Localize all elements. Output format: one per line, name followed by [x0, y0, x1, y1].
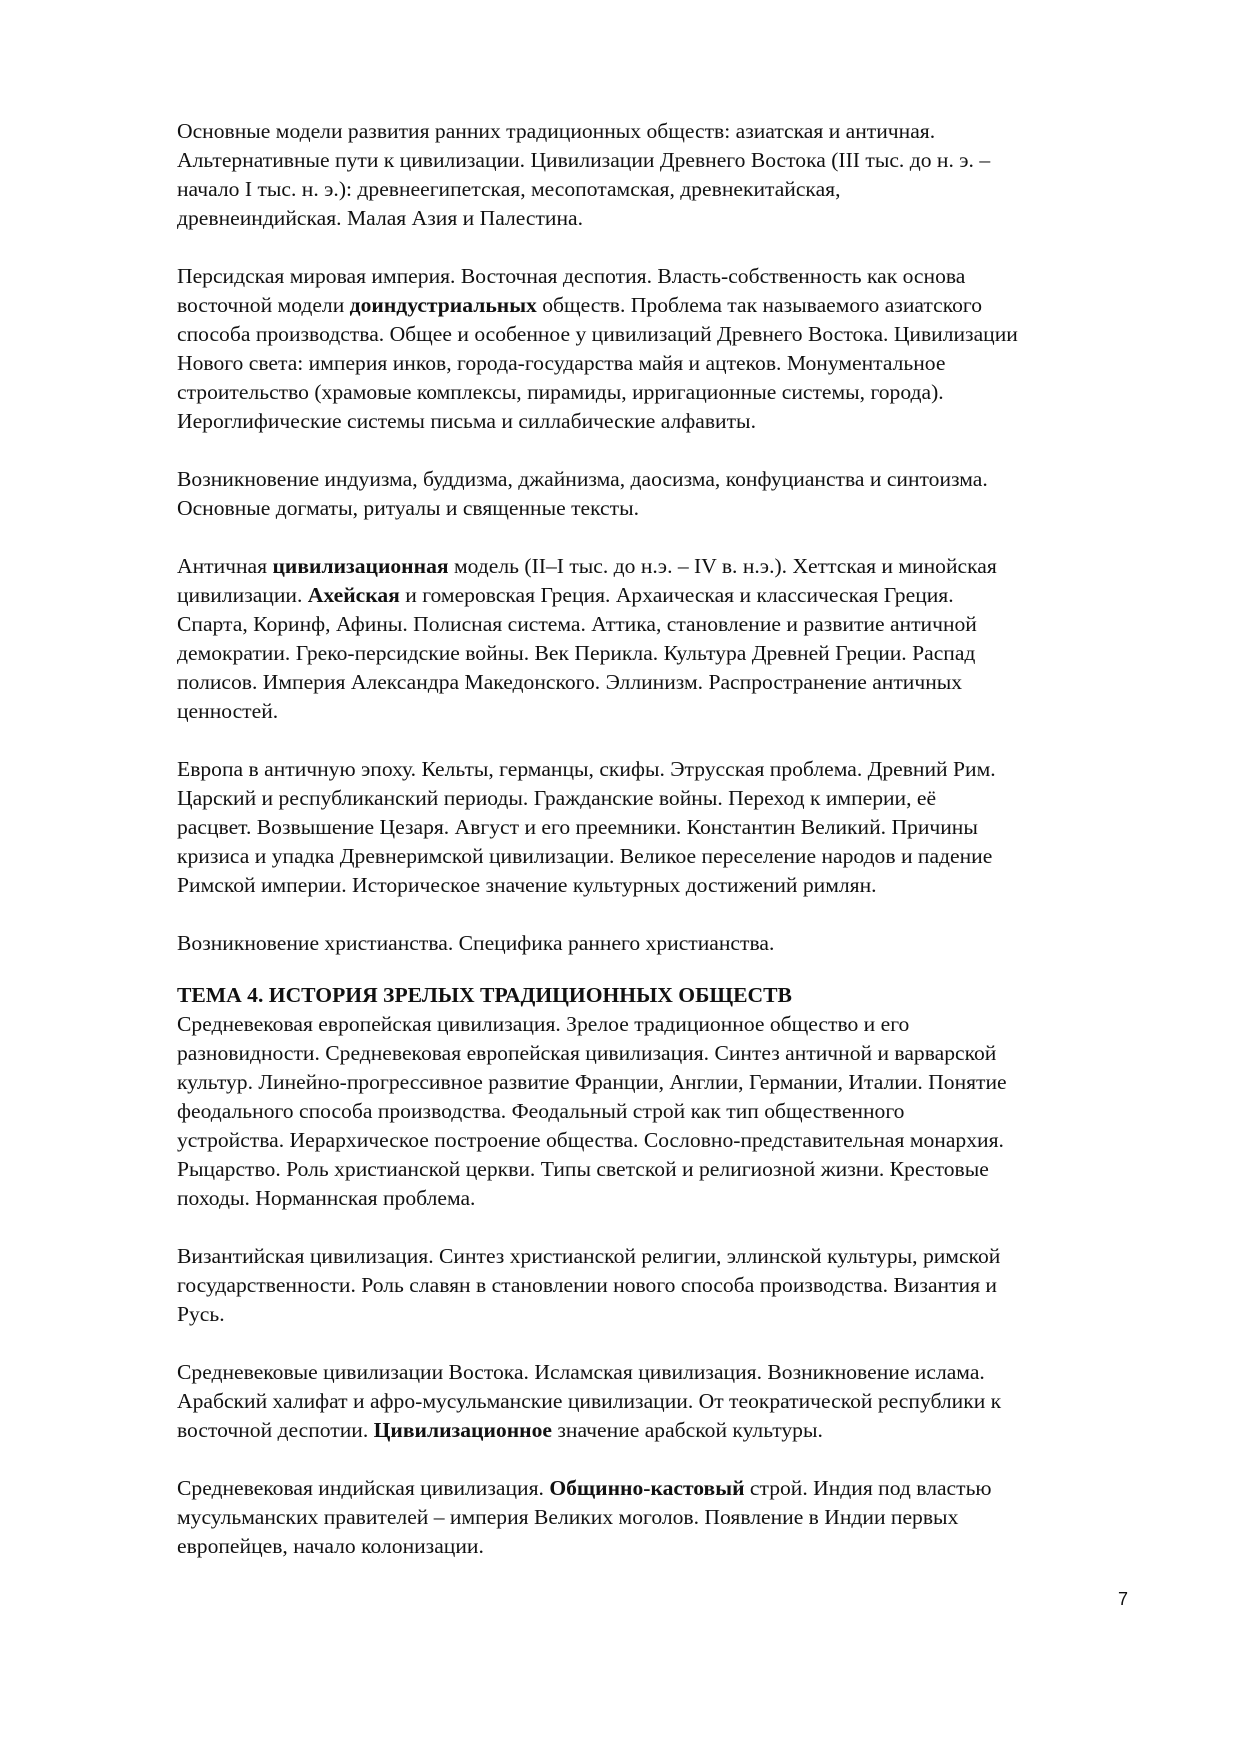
text-line: Нового света: империя инков, города-государства майя и ацтеков. Монументальное: [177, 351, 946, 375]
text-line: расцвет. Возвышение Цезаря. Август и его преемники. Константин Великий. Причины: [177, 815, 978, 839]
text-line: разновидности. Средневековая европейская цивилизация. Синтез античной и варварской: [177, 1041, 997, 1065]
text-line: способа производства. Общее и особенное у цивилизаций Древнего Востока. Цивилизации: [177, 322, 1018, 346]
text-segment: и гомеровская Греция. Архаическая и классическая Греция.: [399, 583, 954, 607]
text-line: полисов. Империя Александра Македонского. Эллинизм. Распространение античных: [177, 670, 963, 694]
paragraph-ancient-rome: [177, 755, 1167, 900]
text-line: Основные модели развития ранних традиционных обществ: азиатская и античная.: [177, 119, 936, 143]
text-line: устройства. Иерархическое построение общества. Сословно-представительная монархия.: [177, 1128, 1004, 1152]
text-line: Европа в античную эпоху. Кельты, германцы, скифы. Этрусская проблема. Древний Рим.: [177, 757, 996, 781]
text-line: Средневековая европейская цивилизация. Зрелое традиционное общество и его: [177, 1012, 910, 1036]
text-segment: строй. Индия под властью: [744, 1476, 992, 1500]
text-line: Римской империи. Историческое значение культурных достижений римлян.: [177, 873, 877, 897]
paragraph-persian-empire: [177, 262, 1167, 436]
bold-term: доиндустриальных: [349, 293, 537, 317]
section-topic-4: [177, 981, 1167, 1213]
text-segment: восточной модели: [177, 293, 350, 317]
paragraph-byzantium: [177, 1242, 1167, 1329]
text-line: феодального способа производства. Феодальный строй как тип общественного: [177, 1099, 905, 1123]
text-line: мусульманских правителей – империя Великих моголов. Появление в Индии первых: [177, 1505, 959, 1529]
text-segment: Средневековая индийская цивилизация.: [177, 1476, 550, 1500]
text-line: кризиса и упадка Древнеримской цивилизации. Великое переселение народов и падение: [177, 844, 993, 868]
text-line: европейцев, начало колонизации.: [177, 1534, 484, 1558]
text-segment: значение арабской культуры.: [551, 1418, 823, 1442]
text-line: Возникновение христианства. Специфика раннего христианства.: [177, 931, 775, 955]
paragraph-islamic-civilization: [177, 1358, 1167, 1445]
text-line: культур. Линейно-прогрессивное развитие Франции, Англии, Германии, Италии. Понятие: [177, 1070, 1007, 1094]
document-body: [177, 117, 1167, 1590]
paragraph-ancient-east: [177, 117, 1167, 233]
text-line: [177, 1474, 1167, 1503]
text-line: Альтернативные пути к цивилизации. Цивилизации Древнего Востока (III тыс. до н. э. –: [177, 148, 991, 172]
bold-term: Цивилизационное: [373, 1418, 552, 1442]
text-line: строительство (храмовые комплексы, пирамиды, ирригационные системы, города).: [177, 380, 944, 404]
text-line: Царский и республиканский периоды. Гражданские войны. Переход к империи, её: [177, 786, 937, 810]
text-line: [177, 291, 1167, 320]
text-line: Основные догматы, ритуалы и священные тексты.: [177, 496, 639, 520]
text-line: Иероглифические системы письма и силлабические алфавиты.: [177, 409, 756, 433]
paragraph-antiquity-greece: [177, 552, 1167, 726]
text-segment: обществ. Проблема так называемого азиатского: [536, 293, 982, 317]
text-line: Средневековые цивилизации Востока. Исламская цивилизация. Возникновение ислама.: [177, 1360, 985, 1384]
page-number: 7: [1118, 1589, 1129, 1609]
text-segment: модель (II–I тыс. до н.э. – IV в. н.э.). Хеттская и минойская: [448, 554, 997, 578]
text-segment: цивилизации.: [177, 583, 308, 607]
text-line: Арабский халифат и афро-мусульманские цивилизации. От теократической республики к: [177, 1389, 1002, 1413]
text-line: [177, 581, 1167, 610]
bold-term: Общинно-кастовый: [549, 1476, 745, 1500]
paragraph-medieval-europe: [177, 1010, 1167, 1213]
paragraph-eastern-religions: [177, 465, 1167, 523]
text-line: Русь.: [177, 1302, 225, 1326]
text-line: Персидская мировая империя. Восточная деспотия. Власть-собственность как основа: [177, 264, 966, 288]
text-segment: восточной деспотии.: [177, 1418, 374, 1442]
text-line: Рыцарство. Роль христианской церкви. Типы светской и религиозной жизни. Крестовые: [177, 1157, 989, 1181]
text-line: Византийская цивилизация. Синтез христианской религии, эллинской культуры, римской: [177, 1244, 1001, 1268]
text-line: [177, 1416, 1167, 1445]
text-line: походы. Норманнская проблема.: [177, 1186, 476, 1210]
bold-term: Ахейская: [307, 583, 400, 607]
text-line: государственности. Роль славян в становлении нового способа производства. Византия и: [177, 1273, 997, 1297]
bold-term: цивилизационная: [272, 554, 449, 578]
text-line: начало I тыс. н. э.): древнеегипетская, месопотамская, древнекитайская,: [177, 177, 841, 201]
text-line: [177, 552, 1167, 581]
text-line: ценностей.: [177, 699, 279, 723]
paragraph-christianity: [177, 929, 1167, 958]
text-segment: Античная: [177, 554, 273, 578]
text-line: Возникновение индуизма, буддизма, джайнизма, даосизма, конфуцианства и синтоизма.: [177, 467, 988, 491]
section-heading: ТЕМА 4. ИСТОРИЯ ЗРЕЛЫХ ТРАДИЦИОННЫХ ОБЩЕСТВ: [177, 983, 792, 1007]
text-line: Спарта, Коринф, Афины. Полисная система. Аттика, становление и развитие античной: [177, 612, 977, 636]
paragraph-medieval-india: [177, 1474, 1167, 1561]
text-line: древнеиндийская. Малая Азия и Палестина.: [177, 206, 583, 230]
text-line: демократии. Греко-персидские войны. Век Перикла. Культура Древней Греции. Распад: [177, 641, 976, 665]
